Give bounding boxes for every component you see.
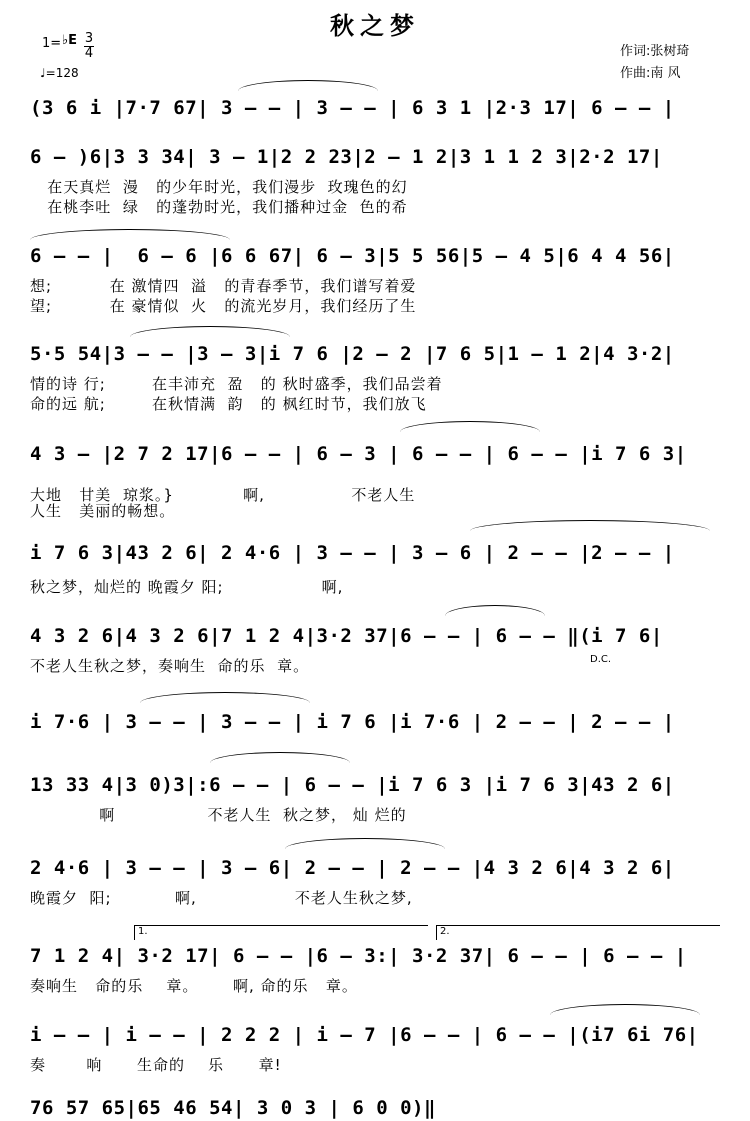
tie-arc xyxy=(550,1004,700,1015)
second-ending-label: 2. xyxy=(440,926,450,937)
notation-line-7: 4 3 2 6|4 3 2 6|7 1 2 4|3·2 37|6 — — | 6 — — ‖(i 7 6| xyxy=(30,625,663,647)
notation-line-5: 4 3 — |2 7 2 17|6 — — | 6 — 3 | 6 — — | 6 — — |i 7 6 3| xyxy=(30,443,687,465)
notation-line-12: i — — | i — — | 2 2 2 | i — 7 |6 — — | 6 — — |(i7 6i 76| xyxy=(30,1024,699,1046)
tie-arc xyxy=(30,229,230,240)
first-ending-bracket xyxy=(134,925,428,940)
lyrics-line-2b: 在桃李吐 绿 的蓬勃时光，我们播种过金 色的希 xyxy=(30,198,408,216)
key-signature-label: 1= xyxy=(42,36,62,51)
tie-arc xyxy=(238,80,378,91)
lyrics-line-4a: 情的诗 行; 在丰沛充 盈 的 秋时盛季，我们品尝着 xyxy=(30,375,443,393)
lyrics-line-5b: 人生 美丽的畅想。 xyxy=(30,502,176,520)
tempo-marking: ♩=128 xyxy=(40,66,79,80)
lyrics-line-10: 晚霞夕 阳; 啊, 不老人生秋之梦, xyxy=(30,889,413,907)
lyrics-line-5a: 大地 甘美 琼浆。} 啊, 不老人生 xyxy=(30,486,416,504)
first-ending-label: 1. xyxy=(138,926,148,937)
song-title: 秋之梦 xyxy=(330,12,420,40)
da-capo-mark: D.C. xyxy=(590,654,612,665)
tie-arc xyxy=(210,752,350,763)
tie-arc xyxy=(285,838,445,849)
lyrics-line-12: 奏 响 生命的 乐 章! xyxy=(30,1056,282,1074)
lyrics-line-7: 不老人生秋之梦，奏响生 命的乐 章。 xyxy=(30,657,310,675)
second-ending-bracket xyxy=(436,925,720,940)
time-signature xyxy=(84,32,94,61)
tie-arc xyxy=(445,605,545,616)
tie-arc xyxy=(140,692,310,703)
tie-arc xyxy=(470,520,710,531)
lyrics-line-3a: 想; 在 激情四 溢 的青春季节，我们谱写着爱 xyxy=(30,277,417,295)
tie-arc xyxy=(400,421,540,432)
lyrics-line-2a: 在天真烂 漫 的少年时光，我们漫步 玫瑰色的幻 xyxy=(30,178,408,196)
composer-credit: 作曲:南 风 xyxy=(620,66,681,81)
meter-bottom: 4 xyxy=(84,46,94,61)
notation-line-4: 5·5 54|3 — — |3 — 3|i 7 6 |2 — 2 |7 6 5|1 — 1 2|4 3·2| xyxy=(30,343,675,365)
lyricist-credit: 作词:张树琦 xyxy=(620,44,690,59)
meter-top: 3 xyxy=(84,31,94,46)
notation-line-2: 6 — )6|3 3 34| 3 — 1|2 2 23|2 — 1 2|3 1 1 2 3|2·2 17| xyxy=(30,146,663,168)
lyrics-line-9: 啊 不老人生 秋之梦， 灿 烂的 xyxy=(30,806,407,824)
notation-line-6: i 7 6 3|43 2 6| 2 4·6 | 3 — — | 3 — 6 | 2 — — |2 — — | xyxy=(30,542,675,564)
notation-line-11: 7 1 2 4| 3·2 17| 6 — — |6 — 3:| 3·2 37| 6 — — | 6 — — | xyxy=(30,945,687,967)
notation-line-9: 13 33 4|3 0)3|:6 — — | 6 — — |i 7 6 3 |i 7 6 3|43 2 6| xyxy=(30,774,675,796)
tie-arc xyxy=(130,326,290,337)
notation-line-10: 2 4·6 | 3 — — | 3 — 6| 2 — — | 2 — — |4 3 2 6|4 3 2 6| xyxy=(30,857,675,879)
lyrics-line-11: 奏响生 命的乐 章。 啊, 命的乐 章。 xyxy=(30,977,358,995)
notation-line-1: (3 6 i |7·7 67| 3 — — | 3 — — | 6 3 1 |2·3 17| 6 — — | xyxy=(30,97,675,119)
notation-line-3: 6 — — | 6 — 6 |6 6 67| 6 — 3|5 5 56|5 — 4 5|6 4 4 56| xyxy=(30,245,675,267)
lyrics-line-4b: 命的远 航; 在秋情满 韵 的 枫红时节，我们放飞 xyxy=(30,395,427,413)
lyrics-line-6: 秋之梦，灿烂的 晚霞夕 阳; 啊, xyxy=(30,578,344,596)
lyrics-line-3b: 望; 在 豪情似 火 的流光岁月，我们经历了生 xyxy=(30,297,417,315)
key-accidental: ♭E xyxy=(62,33,78,48)
notation-line-13: 76 57 65|65 46 54| 3 0 3 | 6 0 0)‖ xyxy=(30,1097,436,1119)
notation-line-8: i 7·6 | 3 — — | 3 — — | i 7 6 |i 7·6 | 2 — — | 2 — — | xyxy=(30,711,675,733)
